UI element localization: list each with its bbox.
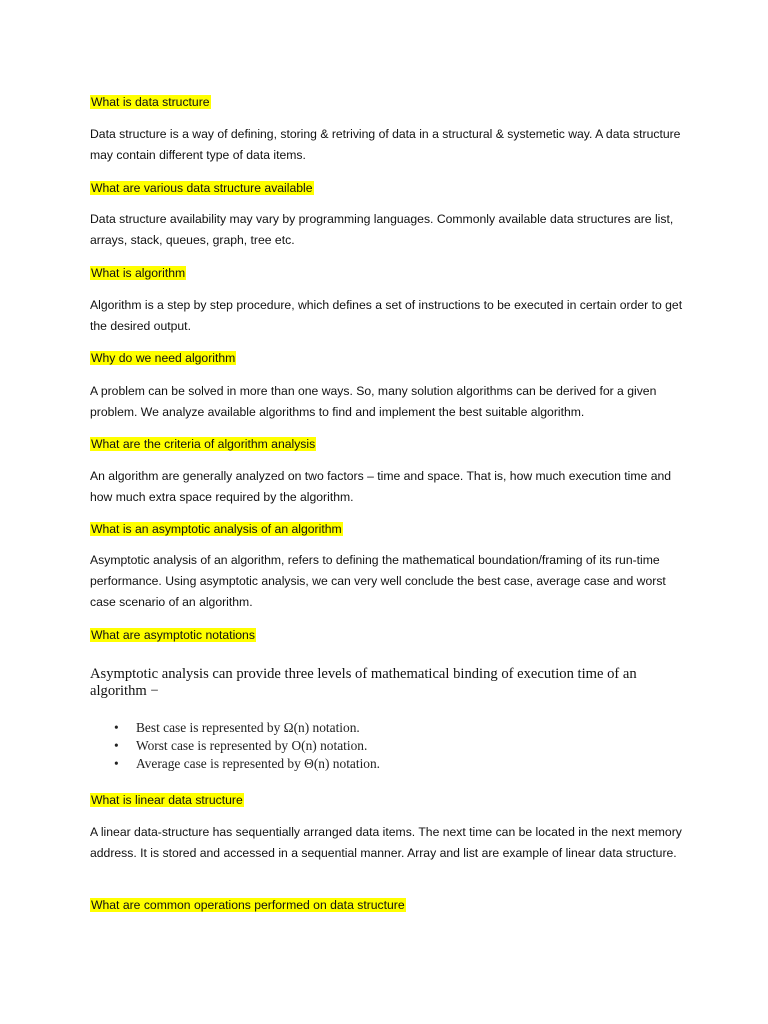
question-text: What are various data structure available <box>91 181 313 195</box>
bullet-icon: • <box>114 738 119 753</box>
question-heading <box>90 350 678 366</box>
list-item-text: Best case is represented by Ω(n) notation. <box>136 720 360 735</box>
question-text: What is linear data structure <box>91 793 243 807</box>
question-heading <box>90 265 678 281</box>
question-text: What is algorithm <box>91 266 186 280</box>
question-text: What is data structure <box>91 95 210 109</box>
question-text: What is an asymptotic analysis of an algorithm <box>91 522 342 536</box>
list-item <box>112 755 380 773</box>
answer-paragraph: A problem can be solved in more than one ways. So, many solution algorithms can be derived for a given problem. We analyze available algorithms to find and implement the best suitable algorithm. <box>90 384 657 419</box>
question-text: What are the criteria of algorithm analysis <box>91 437 316 451</box>
question-heading <box>90 521 678 537</box>
question-heading <box>90 897 678 913</box>
answer-paragraph: Asymptotic analysis of an algorithm, refers to defining the mathematical boundation/framing of its run-time performance. Using asymptotic analysis, we can very well conclude the best case, average case and worst case scenario of an algorithm. <box>90 553 666 609</box>
answer-paragraph: Data structure availability may vary by programming languages. Commonly available data structures are list, arrays, stack, queues, graph, tree etc. <box>90 212 674 247</box>
question-text: What are asymptotic notations <box>91 628 255 642</box>
answer-paragraph: Asymptotic analysis can provide three levels of mathematical binding of execution time of an algorithm − <box>90 666 637 699</box>
list-item-text: Average case is represented by Θ(n) notation. <box>136 756 381 771</box>
bullet-icon: • <box>114 720 119 735</box>
answer-paragraph: A linear data-structure has sequentially arranged data items. The next time can be located in the next memory address. It is stored and accessed in a sequential manner. Array and list are example of linear data structure. <box>90 825 682 860</box>
answer-paragraph: Algorithm is a step by step procedure, which defines a set of instructions to be executed in certain order to get the desired output. <box>90 298 683 333</box>
list-item-text: Worst case is represented by Ο(n) notation. <box>136 738 368 753</box>
answer-paragraph: An algorithm are generally analyzed on two factors – time and space. That is, how much execution time and how much extra space required by the algorithm. <box>90 469 672 504</box>
question-text: Why do we need algorithm <box>91 351 236 365</box>
list-item <box>112 719 380 737</box>
question-heading <box>90 94 678 110</box>
notation-list <box>112 719 380 773</box>
bullet-icon: • <box>114 756 119 771</box>
list-item <box>112 737 380 755</box>
question-text: What are common operations performed on data structure <box>91 898 405 912</box>
question-heading <box>90 436 678 452</box>
question-heading <box>90 627 678 643</box>
answer-paragraph: Data structure is a way of defining, storing & retriving of data in a structural & systemetic way. A data structure may contain different type of data items. <box>90 127 681 162</box>
question-heading <box>90 180 678 196</box>
question-heading <box>90 792 678 808</box>
